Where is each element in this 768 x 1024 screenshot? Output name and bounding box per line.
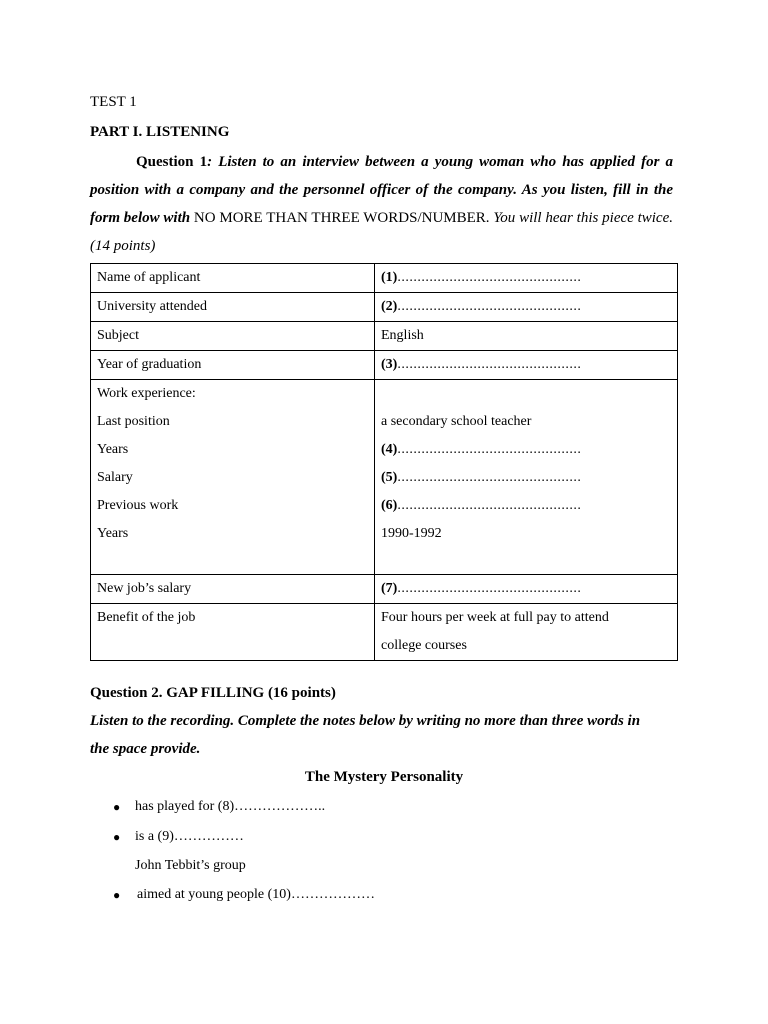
table-row: [91, 264, 678, 293]
blank-6-number: (6): [381, 498, 398, 513]
blank-3-dots: ..............................................: [397, 357, 582, 372]
table-row: [91, 293, 678, 322]
question-1-label: Question 1: [136, 154, 208, 170]
benefit-value-line-1: Four hours per week at full pay to attend: [381, 610, 609, 625]
question-2-title: Question 2. GAP FILLING (16 points): [90, 685, 336, 701]
blank-6-dots: ..............................................: [397, 498, 582, 513]
table-row: [91, 322, 678, 351]
blank-2-dots: ..............................................: [397, 299, 582, 314]
blank-5-number: (5): [381, 470, 398, 485]
graduation-label: Year of graduation: [97, 357, 202, 372]
question-1-text-a: Listen to an interview between a young woman who has applied for a position with a company and the personnel officer of the company. As you listen, fill in the form below with: [90, 154, 674, 226]
blank-7-number: (7): [381, 581, 398, 596]
test-title: TEST 1: [90, 94, 137, 110]
applicant-form-table: [90, 263, 678, 661]
blank-1-dots: ..............................................: [397, 270, 582, 285]
subject-value: English: [381, 328, 424, 343]
part-title: PART I. LISTENING: [90, 124, 230, 140]
bullet-item-8: has played for (8)………………..: [135, 799, 326, 814]
benefit-label: Benefit of the job: [97, 610, 196, 625]
question-1-word-limit: NO MORE THAN THREE WORDS/NUMBER.: [193, 210, 490, 226]
bullet-item-10: aimed at young people (10)………………: [137, 887, 375, 902]
new-salary-label: New job’s salary: [97, 581, 192, 596]
bullet-icon: ●: [113, 888, 121, 902]
blank-1-number: (1): [381, 270, 398, 285]
blank-5-dots: ..............................................: [397, 470, 582, 485]
bullet-item-9: is a (9)……………: [135, 829, 244, 844]
blank-2-number: (2): [381, 299, 398, 314]
table-row: [91, 351, 678, 380]
work-experience-label: Work experience:: [97, 386, 196, 401]
bullet-icon: ●: [113, 830, 121, 844]
blank-3-number: (3): [381, 357, 398, 372]
blank-7-dots: ..............................................: [397, 581, 582, 596]
question-1-colon: :: [207, 154, 219, 170]
years-2-label: Years: [97, 526, 129, 541]
years-label: Years: [97, 442, 129, 457]
question-1-instructions: [90, 148, 673, 260]
last-position-label: Last position: [97, 414, 170, 429]
bullet-item-9-continuation: John Tebbit’s group: [135, 858, 246, 873]
question-2-instruction-line-1: Listen to the recording. Complete the notes below by writing no more than three words in: [90, 713, 641, 729]
last-position-value: a secondary school teacher: [381, 414, 532, 429]
question-1-text-c: You will hear this piece twice. (14 points): [90, 210, 673, 254]
blank-4-dots: ..............................................: [397, 442, 582, 457]
name-label: Name of applicant: [97, 270, 201, 285]
section-heading: The Mystery Personality: [304, 769, 464, 785]
university-label: University attended: [97, 299, 208, 314]
years-2-value: 1990-1992: [381, 526, 442, 541]
table-row: [91, 380, 678, 575]
table-row: [91, 575, 678, 604]
benefit-value-line-2: college courses: [381, 638, 467, 653]
previous-work-label: Previous work: [97, 498, 179, 513]
salary-label: Salary: [97, 470, 133, 485]
table-row: [91, 604, 678, 661]
subject-label: Subject: [97, 328, 139, 343]
question-2-instruction-line-2: the space provide.: [90, 741, 201, 757]
blank-4-number: (4): [381, 442, 398, 457]
bullet-icon: ●: [113, 800, 121, 814]
